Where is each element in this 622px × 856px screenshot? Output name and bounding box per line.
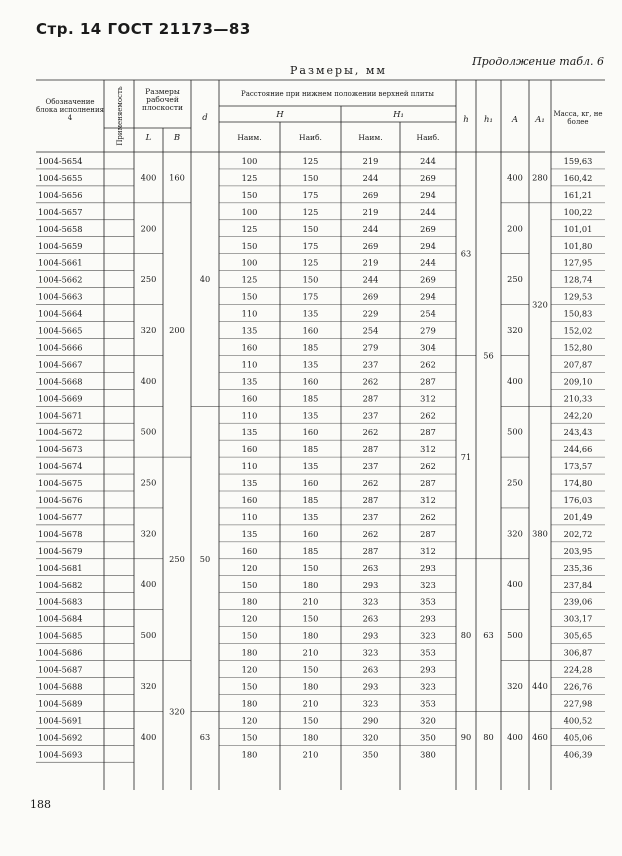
value-cell: 219 <box>362 156 379 166</box>
L-span-cell: 400 <box>140 375 157 386</box>
value-cell: 175 <box>302 189 319 200</box>
value-cell: 262 <box>362 528 379 539</box>
value-cell: 244 <box>362 172 379 183</box>
H1-header: H₁ <box>393 110 404 120</box>
mass-cell: 176,03 <box>563 495 593 505</box>
A1-span-cell: 380 <box>532 528 548 539</box>
mass-cell: 224,28 <box>563 664 593 675</box>
value-cell: 150 <box>302 223 319 234</box>
designation-cell: 1004-5681 <box>38 562 83 573</box>
B-span-cell: 160 <box>169 172 185 183</box>
L-span-cell: 320 <box>140 680 157 691</box>
mass-cell: 243,43 <box>563 427 593 438</box>
A-span-cell: 400 <box>507 375 523 386</box>
value-cell: 353 <box>420 698 436 709</box>
value-cell: 323 <box>420 630 436 641</box>
value-cell: 100 <box>241 257 258 268</box>
value-cell: 287 <box>420 376 436 387</box>
d-span-cell: 63 <box>199 731 211 742</box>
mass-cell: 159,63 <box>563 156 593 166</box>
value-cell: 237 <box>362 410 379 421</box>
mass-cell: 306,87 <box>563 647 593 658</box>
value-cell: 135 <box>241 427 258 438</box>
value-cell: 219 <box>362 257 379 268</box>
value-cell: 185 <box>302 342 319 353</box>
value-cell: 100 <box>241 206 258 217</box>
mass-cell: 129,53 <box>563 291 593 302</box>
designation-cell: 1004-5689 <box>38 698 83 709</box>
value-cell: 323 <box>362 647 379 658</box>
mass-cell: 152,02 <box>563 325 593 336</box>
value-cell: 262 <box>420 359 436 370</box>
mass-cell: 207,87 <box>563 359 593 370</box>
value-cell: 294 <box>420 291 436 302</box>
value-cell: 180 <box>302 630 319 641</box>
designation-cell: 1004-5654 <box>38 156 83 166</box>
designation-cell: 1004-5656 <box>38 189 83 200</box>
mass-cell: 128,74 <box>563 274 593 285</box>
A-span-cell: 500 <box>507 426 523 437</box>
A1-span-cell: 320 <box>532 299 548 310</box>
designation-cell: 1004-5682 <box>38 579 83 590</box>
value-cell: 269 <box>362 291 379 302</box>
value-cell: 135 <box>302 308 319 319</box>
value-cell: 312 <box>420 495 436 505</box>
B-header: B <box>173 133 181 143</box>
value-cell: 294 <box>420 240 436 251</box>
value-cell: 135 <box>241 376 258 387</box>
mass-cell: 406,39 <box>563 749 593 760</box>
designation-cell: 1004-5663 <box>38 291 83 302</box>
value-cell: 293 <box>420 613 436 624</box>
value-cell: 262 <box>420 511 436 522</box>
value-cell: 380 <box>420 749 436 760</box>
mass-cell: 237,84 <box>563 579 593 590</box>
h-span-cell: 90 <box>460 731 472 742</box>
value-cell: 287 <box>420 478 436 489</box>
work-plane-header: рабочей <box>146 95 179 104</box>
value-cell: 210 <box>302 749 319 760</box>
value-cell: 160 <box>241 545 258 556</box>
value-cell: 293 <box>420 562 436 573</box>
mass-cell: 174,80 <box>563 478 593 489</box>
mass-cell: 303,17 <box>563 613 593 624</box>
value-cell: 150 <box>302 664 319 675</box>
designation-cell: 1004-5676 <box>38 495 83 505</box>
designation-cell: 1004-5664 <box>38 308 83 319</box>
value-cell: 254 <box>362 325 379 336</box>
value-cell: 180 <box>241 698 258 709</box>
designation-cell: 1004-5684 <box>38 613 83 624</box>
value-cell: 244 <box>420 156 436 166</box>
value-cell: 185 <box>302 444 319 455</box>
value-cell: 287 <box>362 444 379 455</box>
value-cell: 135 <box>302 461 319 472</box>
value-cell: 120 <box>241 664 258 675</box>
value-cell: 180 <box>302 579 319 590</box>
value-cell: 287 <box>362 545 379 556</box>
value-cell: 350 <box>362 749 379 760</box>
value-cell: 312 <box>420 444 436 455</box>
value-cell: 244 <box>420 257 436 268</box>
value-cell: 293 <box>362 630 379 641</box>
value-cell: 100 <box>241 156 258 166</box>
designation-cell: 1004-5658 <box>38 223 83 234</box>
value-cell: 269 <box>420 172 436 183</box>
designation-cell: 1004-5677 <box>38 511 83 522</box>
value-cell: 180 <box>302 681 319 692</box>
value-cell: 150 <box>241 291 258 302</box>
value-cell: 312 <box>420 393 436 404</box>
mass-cell: 227,98 <box>563 698 593 709</box>
value-cell: 150 <box>241 681 258 692</box>
designation-cell: 1004-5674 <box>38 461 83 472</box>
mass-cell: 160,42 <box>563 172 593 183</box>
value-cell: 237 <box>362 511 379 522</box>
designation-cell: 1004-5671 <box>38 410 83 421</box>
value-cell: 353 <box>420 596 436 607</box>
L-span-cell: 200 <box>140 223 157 234</box>
page-title: Стр. 14 ГОСТ 21173—83 <box>36 20 251 38</box>
A-span-cell: 320 <box>507 528 523 539</box>
value-cell: 185 <box>302 393 319 404</box>
value-cell: 244 <box>362 223 379 234</box>
mass-cell: 235,36 <box>563 562 593 573</box>
max-header: Наиб. <box>299 133 322 142</box>
continuation-label: Продолжение табл. 6 <box>472 55 604 68</box>
mass-cell: 400,52 <box>563 715 593 726</box>
A-span-cell: 400 <box>507 579 523 590</box>
L-span-cell: 320 <box>140 324 157 335</box>
designation-header: Обозначение <box>45 98 95 106</box>
h1-span-cell: 56 <box>483 350 494 361</box>
value-cell: 150 <box>302 715 319 726</box>
designation-cell: 1004-5666 <box>38 342 83 353</box>
B-span-cell: 320 <box>169 706 185 717</box>
designation-cell: 1004-5692 <box>38 732 83 743</box>
A1-span-cell: 460 <box>532 731 548 742</box>
value-cell: 150 <box>241 630 258 641</box>
mass-cell: 202,72 <box>563 528 593 539</box>
designation-cell: 1004-5688 <box>38 681 83 692</box>
A-span-cell: 250 <box>507 477 523 488</box>
mass-cell: 239,06 <box>563 596 593 607</box>
value-cell: 279 <box>420 325 436 336</box>
mass-cell: 127,95 <box>563 257 593 268</box>
mass-cell: 209,10 <box>563 376 593 387</box>
mass-cell: 242,20 <box>563 410 593 421</box>
mass-cell: 405,06 <box>563 732 593 743</box>
value-cell: 110 <box>241 511 258 522</box>
value-cell: 160 <box>241 342 258 353</box>
min-header: Наим. <box>237 133 262 142</box>
d-span-cell: 40 <box>199 274 211 285</box>
mass-header: Масса, кг, не <box>553 110 603 118</box>
value-cell: 320 <box>362 732 379 743</box>
designation-cell: 1004-5673 <box>38 444 83 455</box>
value-cell: 150 <box>241 732 258 743</box>
value-cell: 244 <box>420 206 436 217</box>
designation-cell: 1004-5659 <box>38 240 83 251</box>
mass-cell: 152,80 <box>563 342 593 353</box>
value-cell: 290 <box>362 715 379 726</box>
value-cell: 180 <box>302 732 319 743</box>
mass-cell: 101,01 <box>563 223 593 234</box>
value-cell: 120 <box>241 613 258 624</box>
value-cell: 125 <box>302 206 319 217</box>
designation-cell: 1004-5661 <box>38 257 83 268</box>
A-span-cell: 200 <box>507 223 523 234</box>
value-cell: 110 <box>241 359 258 370</box>
value-cell: 262 <box>420 410 436 421</box>
value-cell: 269 <box>420 223 436 234</box>
value-cell: 150 <box>241 189 258 200</box>
designation-cell: 1004-5669 <box>38 393 83 404</box>
value-cell: 110 <box>241 461 258 472</box>
value-cell: 269 <box>362 189 379 200</box>
d-header: d <box>202 113 208 123</box>
value-cell: 185 <box>302 545 319 556</box>
L-span-cell: 500 <box>140 630 157 641</box>
designation-cell: 1004-5683 <box>38 596 83 607</box>
A1-header: A₁ <box>535 115 545 125</box>
designation-cell: 1004-5672 <box>38 427 83 438</box>
value-cell: 160 <box>241 495 258 505</box>
value-cell: 353 <box>420 647 436 658</box>
A-span-cell: 400 <box>507 731 523 742</box>
designation-cell: 1004-5655 <box>38 172 83 183</box>
L-span-cell: 400 <box>140 579 157 590</box>
value-cell: 160 <box>241 393 258 404</box>
L-span-cell: 400 <box>140 731 157 742</box>
A-span-cell: 400 <box>507 172 523 183</box>
A-span-cell: 500 <box>507 630 523 641</box>
designation-header: 4 <box>67 114 73 122</box>
designation-cell: 1004-5657 <box>38 206 83 217</box>
value-cell: 287 <box>420 427 436 438</box>
value-cell: 160 <box>302 376 319 387</box>
value-cell: 263 <box>362 562 379 573</box>
value-cell: 135 <box>302 410 319 421</box>
designation-cell: 1004-5678 <box>38 528 83 539</box>
designation-cell: 1004-5662 <box>38 274 83 285</box>
value-cell: 180 <box>241 596 258 607</box>
value-cell: 175 <box>302 291 319 302</box>
distance-header: Расстояние при нижнем положении верхней плиты <box>241 90 434 98</box>
value-cell: 125 <box>302 156 319 166</box>
value-cell: 110 <box>241 308 258 319</box>
value-cell: 269 <box>362 240 379 251</box>
value-cell: 150 <box>302 613 319 624</box>
designation-cell: 1004-5686 <box>38 647 83 658</box>
value-cell: 150 <box>302 562 319 573</box>
mass-cell: 244,66 <box>563 444 593 455</box>
value-cell: 160 <box>302 528 319 539</box>
value-cell: 125 <box>241 172 258 183</box>
value-cell: 135 <box>302 511 319 522</box>
designation-cell: 1004-5667 <box>38 359 83 370</box>
h1-span-cell: 80 <box>483 731 494 742</box>
A1-span-cell: 280 <box>532 172 548 183</box>
H-header: H <box>276 110 284 120</box>
value-cell: 323 <box>420 681 436 692</box>
value-cell: 219 <box>362 206 379 217</box>
page-number: 188 <box>30 798 51 811</box>
value-cell: 150 <box>241 579 258 590</box>
applicability-header: Применяемость <box>116 86 124 146</box>
value-cell: 150 <box>241 240 258 251</box>
value-cell: 210 <box>302 698 319 709</box>
designation-cell: 1004-5687 <box>38 664 83 675</box>
value-cell: 262 <box>362 478 379 489</box>
value-cell: 229 <box>362 308 379 319</box>
mass-cell: 173,57 <box>563 461 593 472</box>
L-span-cell: 500 <box>140 426 157 437</box>
max-header: Наиб. <box>416 133 440 142</box>
mass-cell: 100,22 <box>563 206 593 217</box>
value-cell: 180 <box>241 647 258 658</box>
A-header: A <box>511 115 519 125</box>
value-cell: 323 <box>420 579 436 590</box>
A1-span-cell: 440 <box>532 680 548 691</box>
value-cell: 279 <box>362 342 379 353</box>
h1-span-cell: 63 <box>483 630 494 641</box>
value-cell: 150 <box>302 172 319 183</box>
mass-cell: 210,33 <box>563 393 593 404</box>
work-plane-header: плоскости <box>141 103 184 112</box>
value-cell: 269 <box>420 274 436 285</box>
d-span-cell: 50 <box>199 553 211 564</box>
value-cell: 294 <box>420 189 436 200</box>
value-cell: 263 <box>362 664 379 675</box>
value-cell: 175 <box>302 240 319 251</box>
h1-header: h₁ <box>484 115 493 125</box>
value-cell: 150 <box>302 274 319 285</box>
value-cell: 287 <box>420 528 436 539</box>
sizes-caption: Размеры, мм <box>290 64 387 77</box>
work-plane-header: Размеры <box>145 87 180 96</box>
mass-cell: 305,65 <box>563 630 593 641</box>
h-span-cell: 63 <box>460 248 472 259</box>
L-span-cell: 250 <box>140 477 157 488</box>
value-cell: 262 <box>362 376 379 387</box>
mass-cell: 150,83 <box>563 308 593 319</box>
value-cell: 210 <box>302 596 319 607</box>
value-cell: 323 <box>362 698 379 709</box>
value-cell: 135 <box>241 478 258 489</box>
designation-cell: 1004-5693 <box>38 749 83 760</box>
value-cell: 293 <box>362 681 379 692</box>
value-cell: 293 <box>420 664 436 675</box>
value-cell: 350 <box>420 732 436 743</box>
value-cell: 125 <box>241 223 258 234</box>
designation-cell: 1004-5685 <box>38 630 83 641</box>
value-cell: 160 <box>302 427 319 438</box>
L-span-cell: 400 <box>140 172 157 183</box>
mass-cell: 161,21 <box>563 189 593 200</box>
L-span-cell: 250 <box>140 274 157 285</box>
value-cell: 180 <box>241 749 258 760</box>
designation-cell: 1004-5668 <box>38 376 83 387</box>
A-span-cell: 250 <box>507 274 523 285</box>
L-header: L <box>145 133 152 143</box>
value-cell: 160 <box>302 325 319 336</box>
value-cell: 120 <box>241 715 258 726</box>
value-cell: 210 <box>302 647 319 658</box>
value-cell: 287 <box>362 495 379 505</box>
designation-cell: 1004-5679 <box>38 545 83 556</box>
mass-cell: 203,95 <box>563 545 593 556</box>
designation-cell: 1004-5665 <box>38 325 83 336</box>
mass-cell: 226,76 <box>563 681 593 692</box>
mass-header: более <box>567 118 589 126</box>
value-cell: 160 <box>241 444 258 455</box>
min-header: Наим. <box>358 133 383 142</box>
value-cell: 237 <box>362 461 379 472</box>
value-cell: 125 <box>302 257 319 268</box>
value-cell: 110 <box>241 410 258 421</box>
value-cell: 125 <box>241 274 258 285</box>
A-span-cell: 320 <box>507 324 523 335</box>
mass-cell: 201,49 <box>563 511 593 522</box>
value-cell: 135 <box>302 359 319 370</box>
value-cell: 244 <box>362 274 379 285</box>
value-cell: 312 <box>420 545 436 556</box>
value-cell: 262 <box>420 461 436 472</box>
value-cell: 293 <box>362 579 379 590</box>
h-header: h <box>463 115 469 125</box>
B-span-cell: 250 <box>169 553 185 564</box>
h-span-cell: 80 <box>460 630 472 641</box>
value-cell: 237 <box>362 359 379 370</box>
value-cell: 262 <box>362 427 379 438</box>
value-cell: 254 <box>420 308 436 319</box>
value-cell: 263 <box>362 613 379 624</box>
designation-cell: 1004-5691 <box>38 715 83 726</box>
value-cell: 135 <box>241 325 258 336</box>
designation-cell: 1004-5675 <box>38 478 83 489</box>
value-cell: 323 <box>362 596 379 607</box>
value-cell: 304 <box>420 342 436 353</box>
value-cell: 160 <box>302 478 319 489</box>
value-cell: 120 <box>241 562 258 573</box>
designation-header: блока исполнения <box>35 106 105 114</box>
A-span-cell: 320 <box>507 680 523 691</box>
mass-cell: 101,80 <box>563 240 593 251</box>
L-span-cell: 320 <box>140 528 157 539</box>
value-cell: 287 <box>362 393 379 404</box>
value-cell: 320 <box>420 715 436 726</box>
B-span-cell: 200 <box>169 324 185 335</box>
h-span-cell: 71 <box>460 452 472 463</box>
value-cell: 135 <box>241 528 258 539</box>
value-cell: 185 <box>302 495 319 505</box>
